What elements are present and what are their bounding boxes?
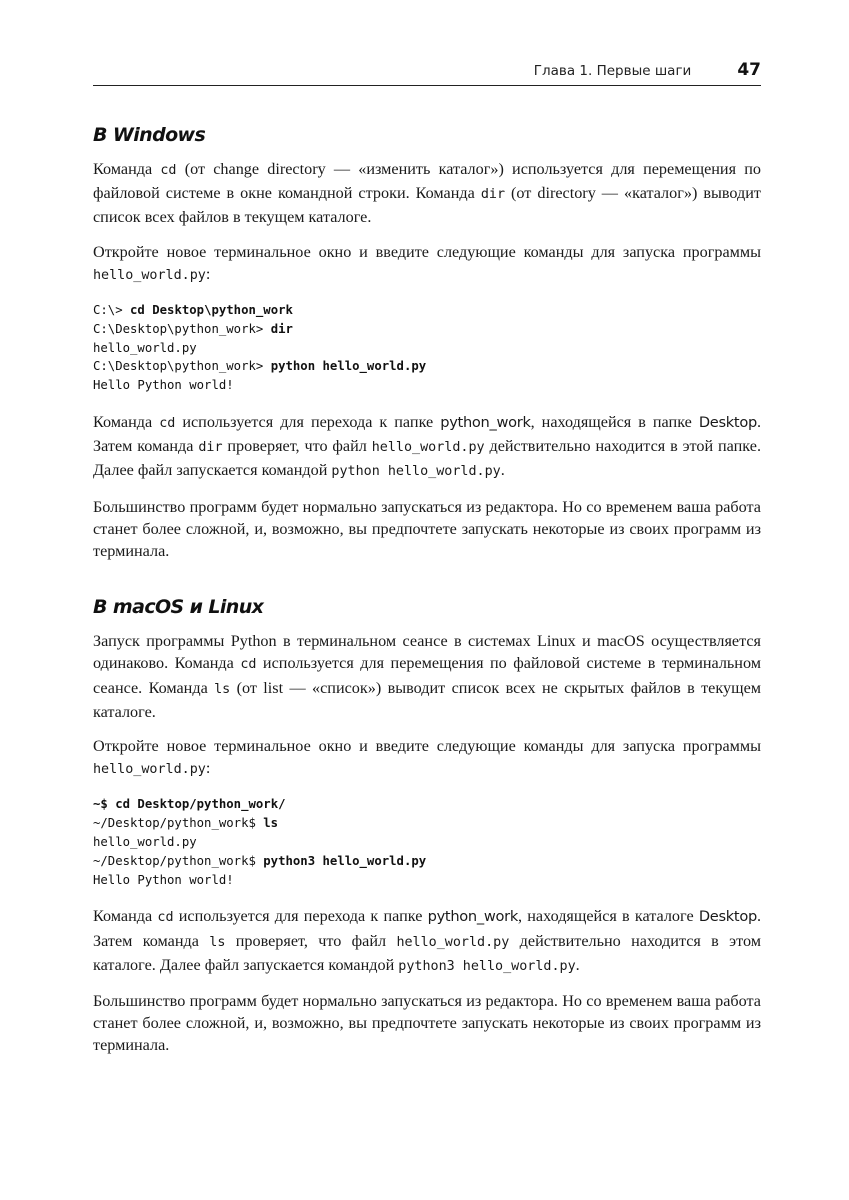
chapter-title: Глава 1. Первые шаги — [533, 63, 692, 79]
windows-paragraph-4: Большинство программ будет нормально запускаться из редактора. Но со временем ваша работа станет более сложной, и, возможно, вы предпочтете запускать некоторые из своих программ из терминала. — [93, 497, 761, 561]
unix-paragraph-3: Команда cd используется для перехода к папке python_work, находящейся в каталоге Desktop. Затем команда ls проверяет, что файл hello_world.py действительно находится в этом каталоге. Далее файл запускается командой python3 hello_world.py. — [93, 907, 761, 974]
unix-terminal-listing — [93, 795, 761, 889]
terminal-line: hello_world.py — [93, 340, 197, 355]
terminal-line: Hello Python world! — [93, 872, 234, 887]
terminal-line: ~/Desktop/python_work$ python3 hello_world.py — [93, 853, 427, 868]
terminal-line: ~$ cd Desktop/python_work/ — [93, 797, 286, 812]
terminal-line: C:\> cd Desktop\python_work — [93, 303, 293, 318]
windows-paragraph-1: Команда cd (от change directory — «изменить каталог») используется для перемещения по файловой системе в окне командной строки. Команда dir (от directory — «каталог») выводит список всех файлов в текущем каталоге. — [93, 160, 761, 227]
terminal-line: C:\Desktop\python_work> dir — [93, 321, 293, 336]
windows-paragraph-2: Откройте новое терминальное окно и введите следующие команды для запуска программы hello_world.py: — [93, 242, 761, 283]
terminal-line: Hello Python world! — [93, 378, 234, 393]
terminal-line: hello_world.py — [93, 835, 197, 850]
windows-terminal-listing — [93, 301, 761, 395]
running-header — [93, 60, 761, 86]
unix-paragraph-4: Большинство программ будет нормально запускаться из редактора. Но со временем ваша работа станет более сложной, и, возможно, вы предпочтете запускать некоторые из своих программ из терминала. — [93, 992, 761, 1055]
terminal-line: C:\Desktop\python_work> python hello_world.py — [93, 359, 427, 374]
section-heading-windows: В Windows — [93, 124, 206, 146]
book-page — [93, 60, 761, 1057]
terminal-line: ~/Desktop/python_work$ ls — [93, 816, 279, 831]
windows-paragraph-3: Команда cd используется для перехода к папке python_work, находящейся в папке Desktop. Затем команда dir проверяет, что файл hello_world.py действительно находится в этой папке. Далее файл запускается командой python hello_world.py. — [93, 413, 761, 480]
page-number: 47 — [737, 60, 761, 80]
section-heading-unix: В macOS и Linux — [93, 596, 264, 619]
unix-paragraph-2: Откройте новое терминальное окно и введите следующие команды для запуска программы hello_world.py: — [93, 737, 761, 778]
unix-paragraph-1: Запуск программы Python в терминальном сеансе в системах Linux и macOS осуществляется одинаково. Команда cd используется для перемещения по файловой системе в терминальном сеансе. Команда ls (от list — «список») выводит список всех не скрытых файлов в текущем каталоге. — [93, 632, 761, 721]
